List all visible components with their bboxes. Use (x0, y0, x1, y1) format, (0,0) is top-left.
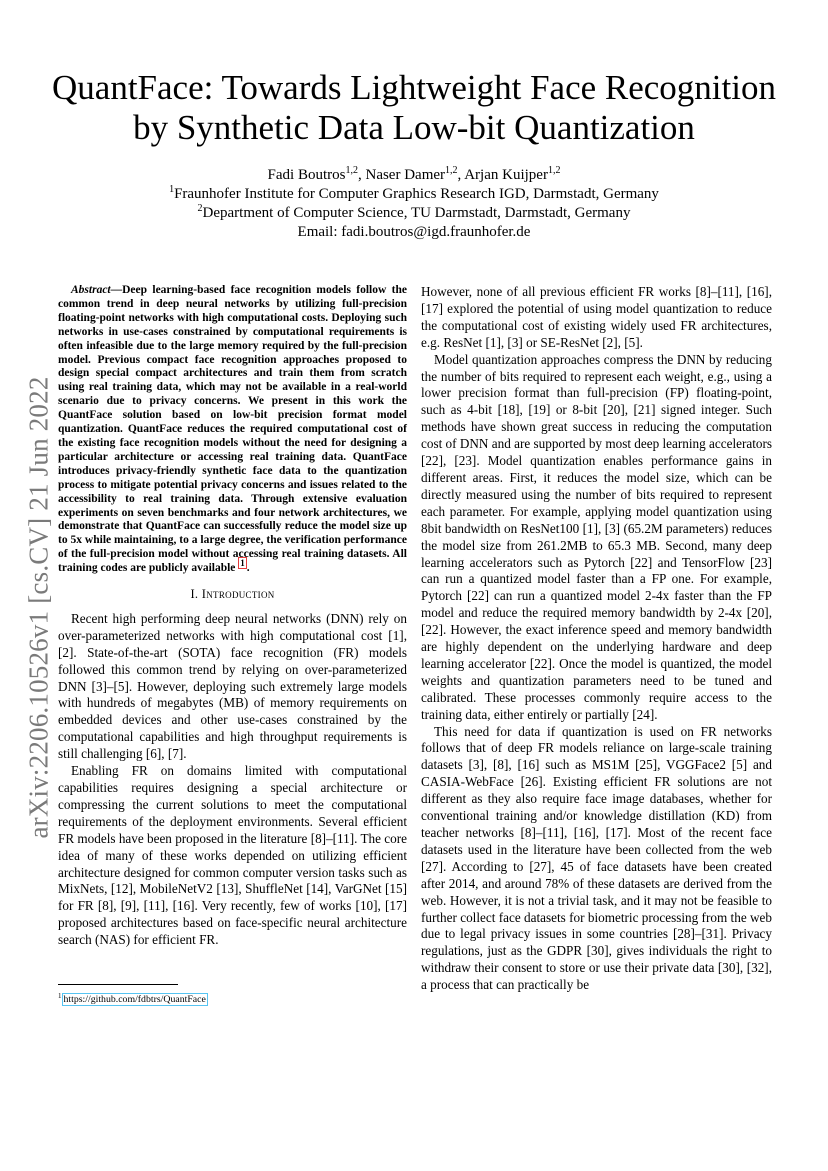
author-1-affiliation-marker: 1,2 (345, 165, 358, 176)
arxiv-stamp: arXiv:2206.10526v1 [cs.CV] 21 Jun 2022 (23, 376, 54, 839)
paper-title (40, 68, 788, 148)
abstract (58, 284, 407, 576)
affiliation-1-number: 1 (169, 184, 175, 195)
footnote-marker: 1 (58, 992, 62, 1000)
intro-paragraph-2: Enabling FR on domains limited with computational capabilities requires designing a special architecture or compressing the current solutions to meet the computational requirements of the deployment environments. Several efficient FR models have been proposed in the literature [8]–[11]. The core idea of many of these works depended on utilizing efficient architecture designed for common computer version tasks such as MixNets, [12], MobileNetV2 [13], ShuffleNet [14], VarGNet [15] for FR [8], [9], [11], [16]. Very recently, few of works [10], [17] proposed architectures based on face-specific neural architecture search (NAS) for efficient FR. (58, 763, 407, 948)
intro-paragraph-1: Recent high performing deep neural networks (DNN) rely on over-parameterized networks with high computational cost [1], [2]. State-of-the-art (SOTA) face recognition (FR) models followed this common trend by relying on over-parameterized DNN [3]–[5]. However, deploying such extremely large models with hundreds of megabytes (MB) of memory requirements on embedded devices and other use-cases constrained by the computational capabilities and high throughput requirements is still challenging [6], [7]. (58, 610, 407, 762)
footnote-rule (58, 984, 178, 985)
affiliation-1 (40, 185, 788, 204)
footnote-ref-1[interactable]: 1 (240, 558, 245, 569)
author-names: Fadi Boutros$^{1,2}$, Naser Damer$^{1,2}$, Arjan Kuijper$^{1,2}$ (267, 165, 561, 183)
left-column (58, 284, 407, 949)
right-paragraph-0: However, none of all previous efficient FR works [8]–[11], [16], [17] explored the potential of using model quantization to reduce the computational cost of existing widely used FR architectures, e.g. ResNet [1], [3] or SE-ResNet [2], [5]. (421, 284, 772, 350)
affiliation-1-text: Fraunhofer Institute for Computer Graphics Research IGD, Darmstadt, Germany (174, 186, 659, 202)
affiliation-2-text: Department of Computer Science, TU Darmstadt, Darmstadt, Germany (202, 205, 631, 221)
abstract-end: . (246, 562, 250, 575)
section-title-text: Introduction (201, 587, 275, 602)
section-heading-introduction (58, 586, 407, 603)
footnote-link[interactable]: https://github.com/fdbtrs/QuantFace (63, 994, 206, 1006)
right-column (421, 284, 772, 994)
section-number: I. (190, 587, 199, 602)
author-3-affiliation-marker: 1,2 (547, 165, 561, 176)
author-block (40, 166, 788, 242)
right-paragraph-2: This need for data if quantization is used on FR networks follows that of deep FR models reliance on large-scale training datasets [3], [8], [16] such as MS1M [25], VGGFace2 [5] and CASIA-WebFace [26]. Existing efficient FR solutions are not different as they also require face image databases, whether for conventional training and/or knowledge distillation (KD) from teacher networks [8]–[11], [16], [17]. Most of the recent face datasets used in the literature have been collected from the web [27]. According to [27], 45 of face datasets have been created after 2014, and around 78% of these datasets are derived from the web. However, it is not a trivial task, and it may not be feasible to further collect face datasets for biometric processing from the web due to legal privacy issues in some countries [28]–[31]. Privacy regulations, just as the GDPR [30], gives individuals the right to withdraw their consent to store or use their private data [30], [32], a process that can practically be (421, 723, 772, 993)
author-1: Fadi Boutros (267, 167, 346, 183)
email: Email: fadi.boutros@igd.fraunhofer.de (297, 224, 531, 240)
footnote (58, 990, 407, 1006)
author-3: Arjan Kuijper (464, 167, 548, 183)
title-line-1: QuantFace: Towards Lightweight Face Recognition (52, 68, 776, 107)
abstract-lead: Abstract (71, 284, 111, 296)
author-2: Naser Damer (365, 167, 446, 183)
right-paragraph-1: Model quantization approaches compress the DNN by reducing the number of bits required to represent each weight, e.g., using a lower precision format than full-precision (FP) floating-point, such as 4-bit [18], [19] or 8-bit [20], [21] signed integer. Such methods have shown great success in reducing the computation cost of DNN and are supported by most deep learning accelerators [22], [23]. Model quantization enables performance gains in different areas. First, it reduces the model size, which can be directly measured using the number of bits required to represent each parameter. For example, applying model quantization using 8bit bandwidth on ResNet100 [1], [3] (65.2M parameters) reduces the model size from 261.2MB to 65.3 MB. Second, many deep learning accelerators such as Pytorch [22] and TensorFlow [23] can run a quantized model faster than a FP one. For example, Pytorch [22] can run a quantized model 2-4x faster than the FP model and reduce the required memory bandwidth by 2-4x [20], [22]. However, the exact inference speed and memory bandwidth are highly dependent on the underlying hardware and deep learning accelerator [22]. Once the model is quantized, the model weights and quantization parameters need to be tuned and calibrated. These processes commonly require access to the training data, either entirely or partially [24]. (421, 351, 772, 722)
affiliation-2 (40, 204, 788, 223)
abstract-text: —Deep learning-based face recognition models follow the common trend in deep neural networks by utilizing full-precision floating-point networks with high computational costs. Deploying such networks in use-cases constrained by computational requirements is often infeasible due to the large memory required by the full-precision model. Previous compact face recognition approaches proposed to design special compact architectures and train them from scratch using real training data, which may not be available in a real-world scenario due to privacy concerns. We present in this work the QuantFace solution based on low-bit precision format model quantization. QuantFace reduces the required computational cost of the existing face recognition models without the need for designing a particular architecture or accessing real training data. QuantFace introduces privacy-friendly synthetic face data to the quantization process to mitigate potential privacy concerns and issues related to the accessibility to real training data. Through extensive evaluation experiments on seven benchmarks and four network architectures, we demonstrate that QuantFace can successfully reduce the model size up to 5x while maintaining, to a large degree, the verification performance of the full-precision model without accessing real training datasets. All training codes are publicly available (58, 284, 407, 575)
affiliation-2-number: 2 (197, 203, 203, 214)
author-2-affiliation-marker: 1,2 (445, 165, 458, 176)
title-line-2: by Synthetic Data Low-bit Quantization (133, 108, 695, 147)
